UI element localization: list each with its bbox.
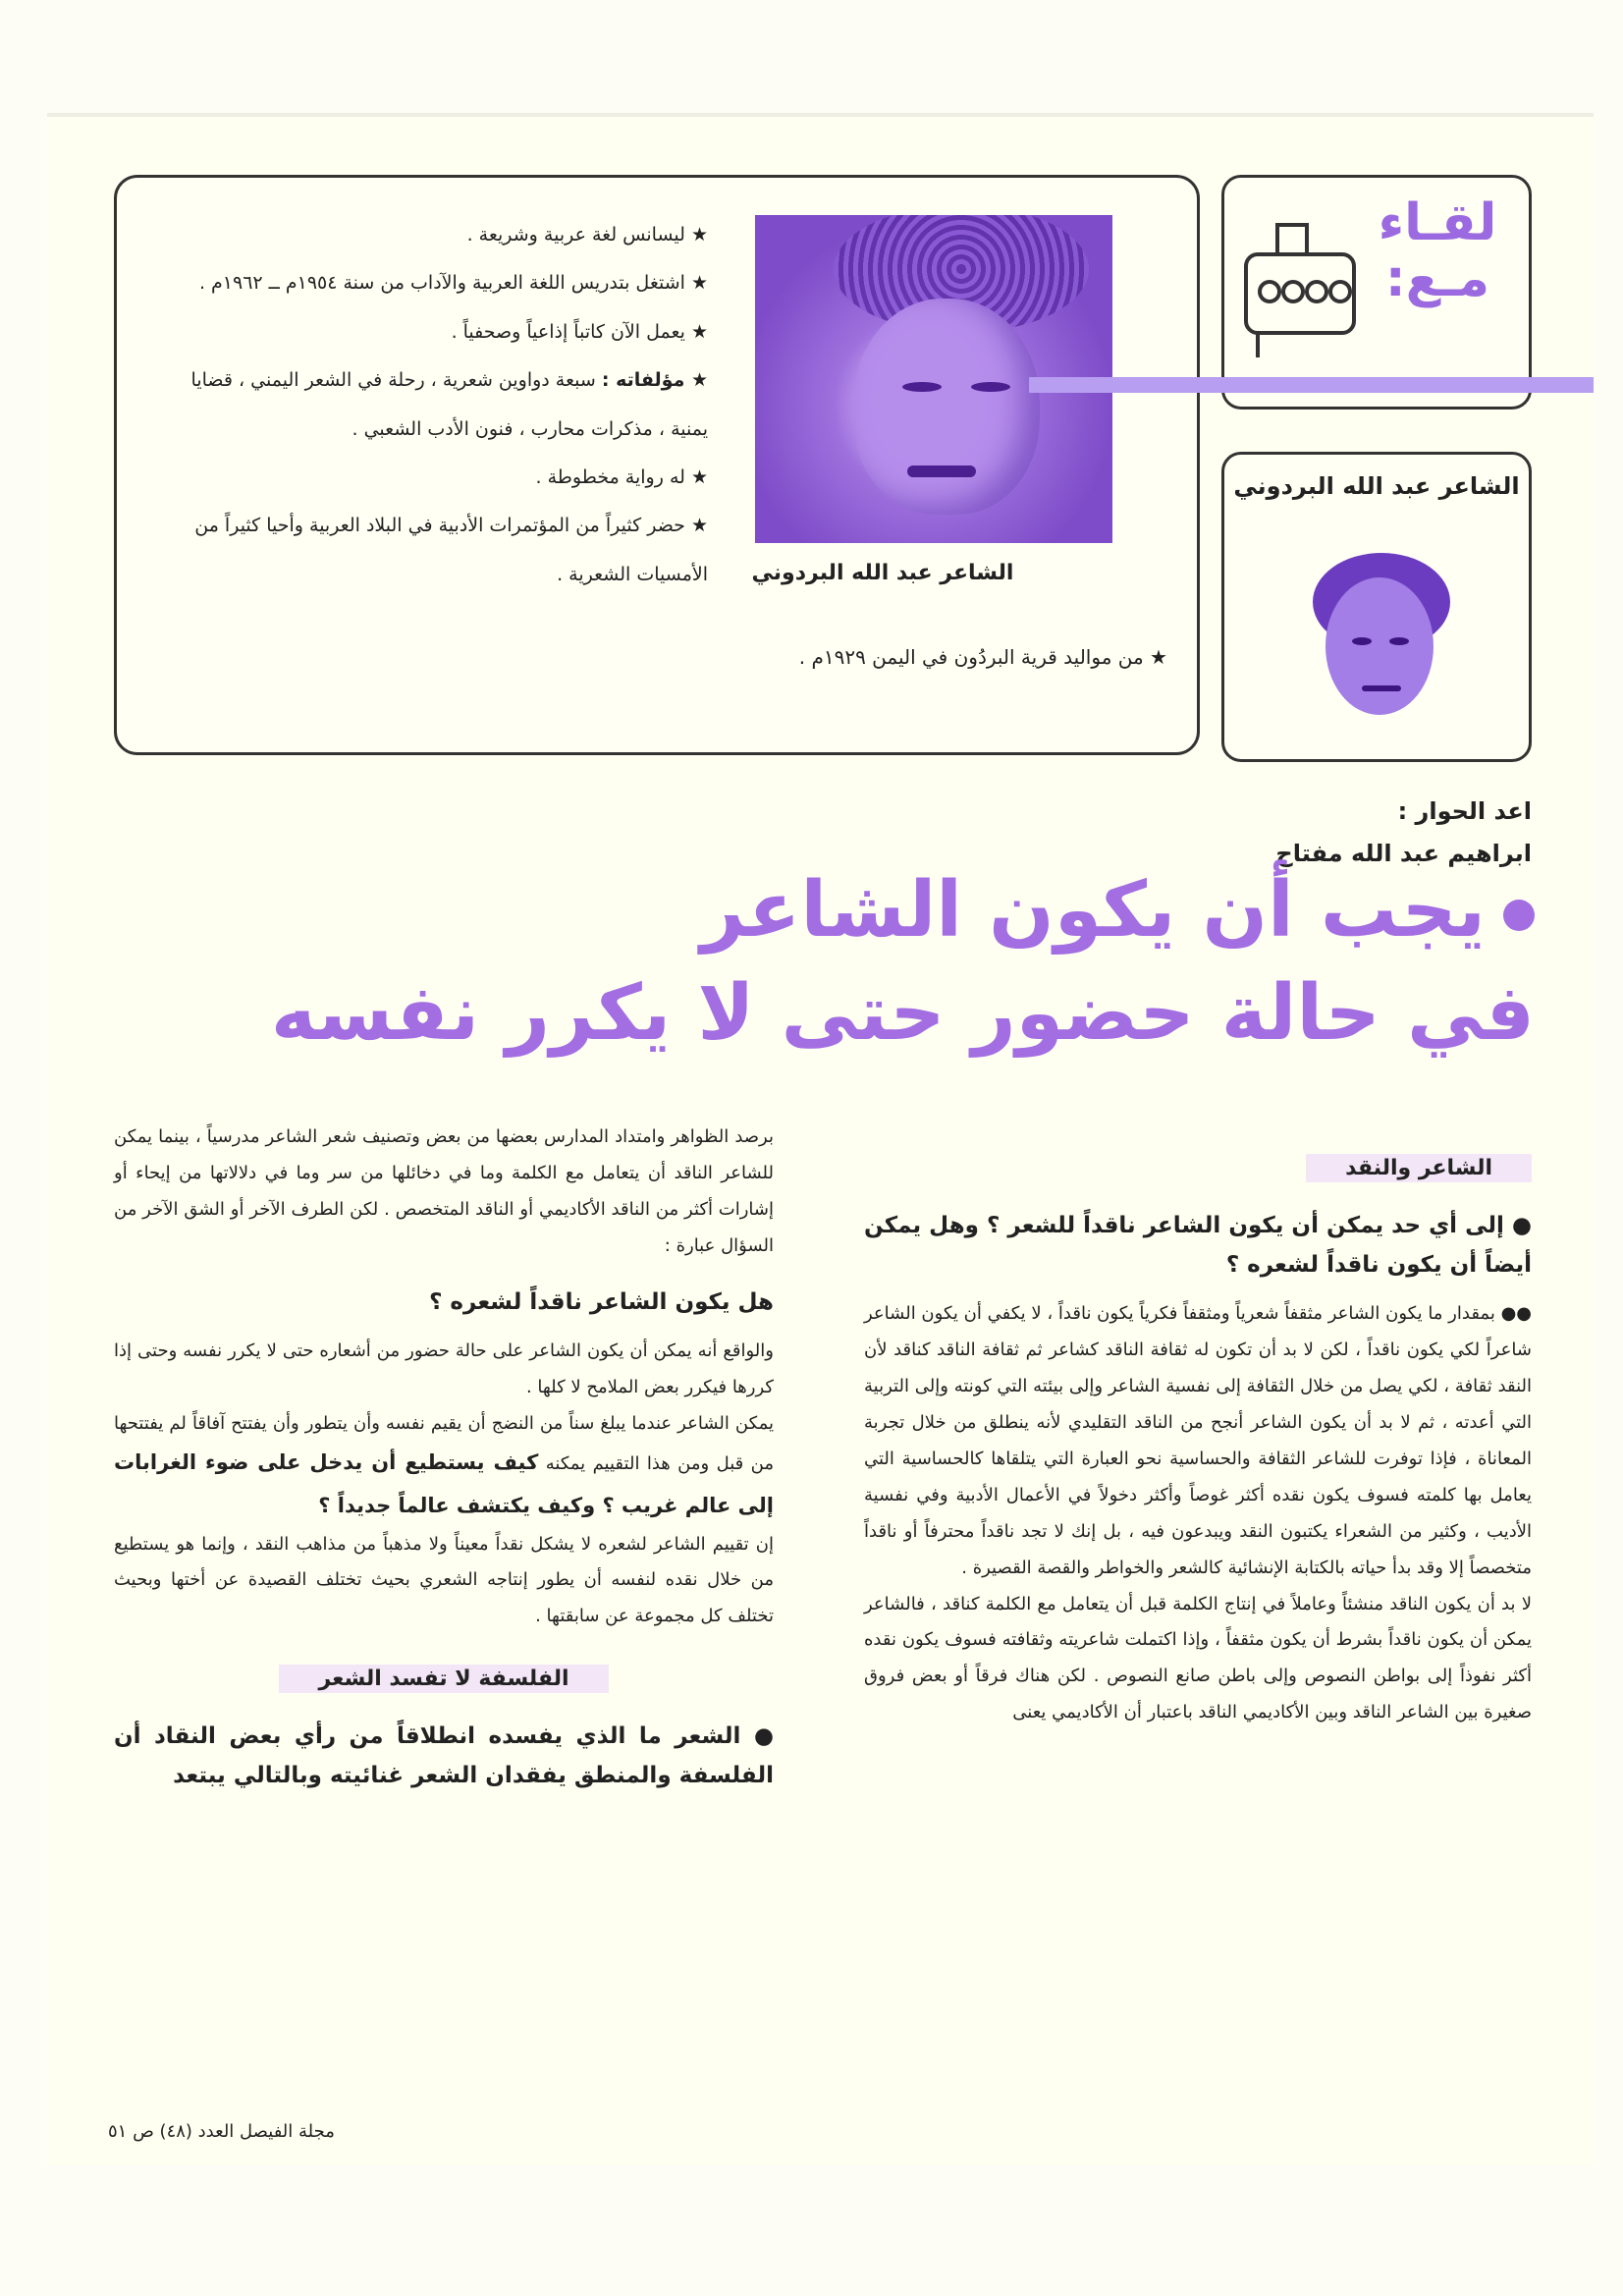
fact-item: ★ ليسانس لغة عربية وشريعة . xyxy=(466,224,708,246)
fact-item: ★ حضر كثيراً من المؤتمرات الأدبية في البلاد العربية وأحيا كثيراً من الأمسيات الشعرية . xyxy=(194,515,708,585)
bio-facts xyxy=(158,211,708,599)
interviewer-name: ابراهيم عبد الله مفتاح xyxy=(1275,840,1532,868)
bio-birth: ★ من مواليد قرية البردُون في اليمن ١٩٢٩م . xyxy=(798,645,1167,669)
section-heading: الفلسفة لا تفسد الشعر xyxy=(114,1663,774,1699)
page-footer: مجلة الفيصل العدد (٤٨) ص ٥١ xyxy=(108,2121,335,2142)
headline-line1: يجب أن يكون الشاعر xyxy=(106,859,1535,962)
question-text: ● الشعر ما الذي يفسده انطلاقاً من رأي بعض النقاد أن الفلسفة والمنطق يفقدان الشعر غنائيته وبالتالي يبتعد xyxy=(114,1723,774,1789)
bullet-dot-icon xyxy=(1503,900,1535,931)
logo-line1: لقـاء xyxy=(1378,193,1497,252)
hand-pointer-icon xyxy=(1238,215,1364,362)
body-paragraph: برصد الظواهر وامتداد المدارس بعضها من بعض وتصنيف شعر الشاعر مدرسياً ، بينما يمكن للشاعر الناقد أن يتعامل مع الكلمة وما في دخائلها من سر وما في دلالاتها من إيحاء أو إشارات أكثر من الناقد الأكاديمي أو الناقد المتخصص . لكن الطرف الآخر أو الشق الآخر من السؤال عبارة : xyxy=(114,1126,774,1256)
fact-item: ★ اشتغل بتدريس اللغة العربية والآداب من سنة ١٩٥٤م ــ ١٩٦٢م . xyxy=(198,272,708,295)
novel-item: ★ له رواية مخطوطة . xyxy=(535,465,708,488)
body-paragraph: إن تقييم الشاعر لشعره لا يشكل نقداً معيناً ولا مذهباً من مذاهب النقد ، وإنما هو يستطيع من خلال نقده لنفسه أن يطور إنتاجه الشعري بحيث تختلف القصيدة عن أختها وبحيث تختلف كل مجموعة عن سابقتها . xyxy=(114,1533,774,1627)
answer-paragraph: ●● بمقدار ما يكون الشاعر مثقفاً شعرياً ومثقفاً فكرياً يكون ناقداً ، لا يكفي أن يكون الشاعر شاعراً لكي يكون ناقداً ، لكن لا بد أن تكون له ثقافة الناقد كشاعر ثم ثقافة الناقد كناقد لأن النقد ثقافة ، لكي يصل من خلال الثقافة إلى نفسية الشاعر وإلى بيئته التي كونته وإلى التربية التي أعدته ، ثم لا بد أن يكون الشاعر أنجح من الناقد التقليدي لأنه ينطلق من خلال تجربة المعاناة ، فإذا توفرت للشاعر الثقافة والحساسية نحو العبارة التي يتلقاها كالحساسية التي يعامل بها كلمته فسوف يكون نقده أكثر غوصاً وأكثر دخولاً في الأعمال الأدبية وفي نفسية الأديب ، وكثير من الشعراء يكتبون النقد ويبدعون فيه ، بل إنك لا تجد ناقداً محترفاً أو ناقداً متخصصاً إلا وقد بدأ حياته بالكتابة الإنشائية كالشعر والخواطر والقصة القصيرة . xyxy=(864,1303,1532,1578)
poet-box-name: الشاعر عبد الله البردوني xyxy=(1233,472,1520,500)
poet-name-box xyxy=(1221,452,1532,762)
section-heading: الشاعر والنقد xyxy=(864,1152,1532,1188)
right-column xyxy=(864,1144,1532,1731)
poet-portrait-small xyxy=(1303,543,1450,720)
headline-line2: في حالة حضور حتى لا يكرر نفسه xyxy=(270,969,1535,1059)
top-rule xyxy=(47,113,1594,117)
logo-line2: مـع: xyxy=(1384,249,1490,309)
interviewer-label: اعد الحوار : xyxy=(1397,797,1532,825)
photo-caption: الشاعر عبد الله البردوني xyxy=(751,561,1014,585)
answer-paragraph: لا بد أن يكون الناقد منشئاً وعاملاً في إنتاج الكلمة قبل أن يتعامل مع الكلمة كناقد ، فالشاعر يمكن أن يكون ناقداً بشرط أن يكون مثقفاً ، وإذا اكتملت شاعريته وثقافته فسوف يكون نقده أكثر نفوذاً إلى بواطن النصوص وإلى باطن صانع النصوص . لكن هناك فرقاً أو بعض فروق صغيرة بين الشاعر الناقد وبين الأكاديمي الناقد باعتبار أن الأكاديمي يعنى xyxy=(864,1593,1532,1723)
works-label: ★ مؤلفاته : xyxy=(601,369,708,392)
body-paragraph: والواقع أنه يمكن أن يكون الشاعر على حالة حضور من أشعاره حتى لا يكرر نفسه وحتى إذا كررها فيكرر بعض الملامح لا كلها . xyxy=(114,1339,774,1397)
left-column xyxy=(114,1120,774,1808)
headline xyxy=(106,859,1535,1066)
question-text: ● إلى أي حد يمكن أن يكون الشاعر ناقداً للشعر ؟ وهل يمكن أيضاً أن يكون ناقداً لشعره ؟ xyxy=(864,1212,1532,1279)
fact-item: ★ يعمل الآن كاتباً إذاعياً وصحفياً . xyxy=(451,320,708,343)
magazine-page xyxy=(47,113,1594,2165)
purple-accent-bar xyxy=(1029,377,1594,393)
bio-box xyxy=(114,175,1200,755)
logo-text xyxy=(1364,195,1511,307)
liqaa-logo-box xyxy=(1221,175,1532,410)
question-subheading: هل يكون الشاعر ناقداً لشعره ؟ xyxy=(429,1288,774,1315)
body-paragraph: يمكن الشاعر عندما يبلغ سناً من النضج أن يقيم نفسه وأن يتطور وأن يفتتح آفاقاً لم يفتتحها من قبل ومن هذا التقييم يمكنه كيف يستطيع أن يدخل على ضوء الغرابات إلى عالم غريب ؟ وكيف يكتشف عالماً جديداً ؟ xyxy=(114,1412,775,1517)
works-item xyxy=(158,356,708,454)
works-text: سبعة دواوين شعرية ، رحلة في الشعر اليمني ، قضايا يمنية ، مذكرات محارب ، فنون الأدب الشعبي . xyxy=(190,369,708,440)
